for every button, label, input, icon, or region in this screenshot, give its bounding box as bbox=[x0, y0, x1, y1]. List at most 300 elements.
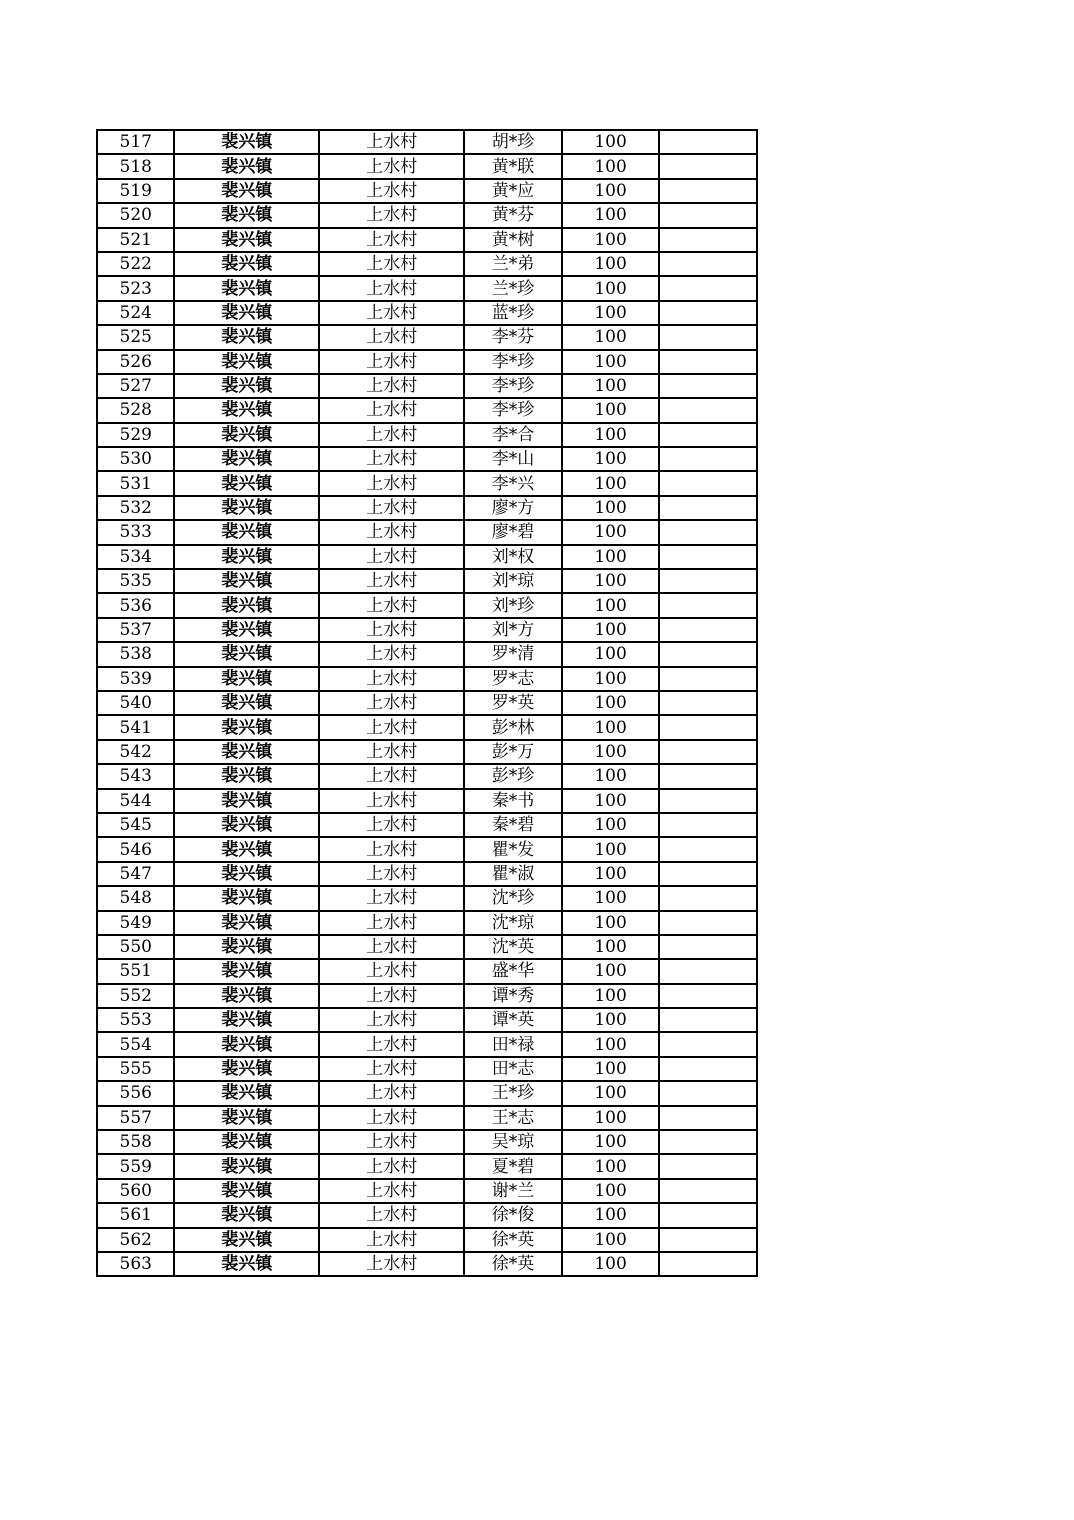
note-cell bbox=[659, 471, 757, 495]
village-cell: 上水村 bbox=[319, 837, 464, 861]
amount-cell: 100 bbox=[562, 228, 660, 252]
town-cell: 裴兴镇 bbox=[174, 1106, 319, 1130]
note-cell bbox=[659, 130, 757, 154]
name-cell: 廖*碧 bbox=[464, 520, 562, 544]
village-cell: 上水村 bbox=[319, 642, 464, 666]
village-cell: 上水村 bbox=[319, 1252, 464, 1276]
row-number: 544 bbox=[97, 789, 174, 813]
town-cell: 裴兴镇 bbox=[174, 1179, 319, 1203]
table-row bbox=[97, 447, 757, 471]
note-cell bbox=[659, 398, 757, 422]
row-number: 561 bbox=[97, 1203, 174, 1227]
note-cell bbox=[659, 1252, 757, 1276]
town-cell: 裴兴镇 bbox=[174, 740, 319, 764]
note-cell bbox=[659, 959, 757, 983]
town-cell: 裴兴镇 bbox=[174, 691, 319, 715]
village-cell: 上水村 bbox=[319, 984, 464, 1008]
table-row bbox=[97, 130, 757, 154]
row-number: 543 bbox=[97, 764, 174, 788]
table-body bbox=[97, 130, 757, 1276]
note-cell bbox=[659, 593, 757, 617]
note-cell bbox=[659, 1154, 757, 1178]
village-cell: 上水村 bbox=[319, 764, 464, 788]
row-number: 520 bbox=[97, 203, 174, 227]
row-number: 534 bbox=[97, 545, 174, 569]
town-cell: 裴兴镇 bbox=[174, 1081, 319, 1105]
table-row bbox=[97, 374, 757, 398]
name-cell: 彭*万 bbox=[464, 740, 562, 764]
table-row bbox=[97, 789, 757, 813]
note-cell bbox=[659, 325, 757, 349]
village-cell: 上水村 bbox=[319, 203, 464, 227]
town-cell: 裴兴镇 bbox=[174, 1057, 319, 1081]
amount-cell: 100 bbox=[562, 862, 660, 886]
note-cell bbox=[659, 496, 757, 520]
row-number: 519 bbox=[97, 179, 174, 203]
village-cell: 上水村 bbox=[319, 715, 464, 739]
name-cell: 刘*权 bbox=[464, 545, 562, 569]
note-cell bbox=[659, 691, 757, 715]
table-row bbox=[97, 1008, 757, 1032]
note-cell bbox=[659, 203, 757, 227]
amount-cell: 100 bbox=[562, 1252, 660, 1276]
table-row bbox=[97, 959, 757, 983]
amount-cell: 100 bbox=[562, 691, 660, 715]
table-row bbox=[97, 325, 757, 349]
town-cell: 裴兴镇 bbox=[174, 520, 319, 544]
village-cell: 上水村 bbox=[319, 350, 464, 374]
village-cell: 上水村 bbox=[319, 276, 464, 300]
row-number: 526 bbox=[97, 350, 174, 374]
row-number: 560 bbox=[97, 1179, 174, 1203]
town-cell: 裴兴镇 bbox=[174, 569, 319, 593]
village-cell: 上水村 bbox=[319, 1179, 464, 1203]
village-cell: 上水村 bbox=[319, 1008, 464, 1032]
name-cell: 罗*志 bbox=[464, 667, 562, 691]
table-row bbox=[97, 398, 757, 422]
village-cell: 上水村 bbox=[319, 1154, 464, 1178]
table-row bbox=[97, 740, 757, 764]
amount-cell: 100 bbox=[562, 1106, 660, 1130]
subsidy-table bbox=[96, 129, 758, 1277]
village-cell: 上水村 bbox=[319, 886, 464, 910]
amount-cell: 100 bbox=[562, 301, 660, 325]
note-cell bbox=[659, 228, 757, 252]
table-row bbox=[97, 423, 757, 447]
note-cell bbox=[659, 350, 757, 374]
village-cell: 上水村 bbox=[319, 593, 464, 617]
town-cell: 裴兴镇 bbox=[174, 423, 319, 447]
town-cell: 裴兴镇 bbox=[174, 837, 319, 861]
note-cell bbox=[659, 740, 757, 764]
town-cell: 裴兴镇 bbox=[174, 618, 319, 642]
village-cell: 上水村 bbox=[319, 1106, 464, 1130]
table-row bbox=[97, 1252, 757, 1276]
note-cell bbox=[659, 813, 757, 837]
name-cell: 蓝*珍 bbox=[464, 301, 562, 325]
town-cell: 裴兴镇 bbox=[174, 764, 319, 788]
row-number: 532 bbox=[97, 496, 174, 520]
note-cell bbox=[659, 1008, 757, 1032]
amount-cell: 100 bbox=[562, 447, 660, 471]
note-cell bbox=[659, 618, 757, 642]
table-row bbox=[97, 1057, 757, 1081]
row-number: 553 bbox=[97, 1008, 174, 1032]
row-number: 523 bbox=[97, 276, 174, 300]
row-number: 555 bbox=[97, 1057, 174, 1081]
note-cell bbox=[659, 1081, 757, 1105]
amount-cell: 100 bbox=[562, 1130, 660, 1154]
amount-cell: 100 bbox=[562, 618, 660, 642]
note-cell bbox=[659, 715, 757, 739]
amount-cell: 100 bbox=[562, 1057, 660, 1081]
table-row bbox=[97, 911, 757, 935]
village-cell: 上水村 bbox=[319, 496, 464, 520]
table-row bbox=[97, 350, 757, 374]
row-number: 559 bbox=[97, 1154, 174, 1178]
table-row bbox=[97, 1203, 757, 1227]
row-number: 533 bbox=[97, 520, 174, 544]
note-cell bbox=[659, 545, 757, 569]
town-cell: 裴兴镇 bbox=[174, 1130, 319, 1154]
name-cell: 瞿*淑 bbox=[464, 862, 562, 886]
table-row bbox=[97, 496, 757, 520]
name-cell: 王*志 bbox=[464, 1106, 562, 1130]
amount-cell: 100 bbox=[562, 764, 660, 788]
amount-cell: 100 bbox=[562, 130, 660, 154]
name-cell: 黄*应 bbox=[464, 179, 562, 203]
town-cell: 裴兴镇 bbox=[174, 862, 319, 886]
row-number: 557 bbox=[97, 1106, 174, 1130]
row-number: 541 bbox=[97, 715, 174, 739]
name-cell: 沈*琼 bbox=[464, 911, 562, 935]
note-cell bbox=[659, 447, 757, 471]
note-cell bbox=[659, 423, 757, 447]
amount-cell: 100 bbox=[562, 1081, 660, 1105]
note-cell bbox=[659, 984, 757, 1008]
name-cell: 徐*俊 bbox=[464, 1203, 562, 1227]
note-cell bbox=[659, 642, 757, 666]
table-row bbox=[97, 301, 757, 325]
name-cell: 黄*树 bbox=[464, 228, 562, 252]
name-cell: 徐*英 bbox=[464, 1228, 562, 1252]
note-cell bbox=[659, 374, 757, 398]
row-number: 529 bbox=[97, 423, 174, 447]
row-number: 548 bbox=[97, 886, 174, 910]
note-cell bbox=[659, 154, 757, 178]
name-cell: 徐*英 bbox=[464, 1252, 562, 1276]
town-cell: 裴兴镇 bbox=[174, 935, 319, 959]
note-cell bbox=[659, 1130, 757, 1154]
note-cell bbox=[659, 1032, 757, 1056]
note-cell bbox=[659, 1179, 757, 1203]
note-cell bbox=[659, 1106, 757, 1130]
village-cell: 上水村 bbox=[319, 154, 464, 178]
town-cell: 裴兴镇 bbox=[174, 350, 319, 374]
village-cell: 上水村 bbox=[319, 959, 464, 983]
amount-cell: 100 bbox=[562, 252, 660, 276]
town-cell: 裴兴镇 bbox=[174, 179, 319, 203]
amount-cell: 100 bbox=[562, 569, 660, 593]
note-cell bbox=[659, 301, 757, 325]
town-cell: 裴兴镇 bbox=[174, 1252, 319, 1276]
table-row bbox=[97, 471, 757, 495]
table-row bbox=[97, 667, 757, 691]
town-cell: 裴兴镇 bbox=[174, 203, 319, 227]
name-cell: 谭*英 bbox=[464, 1008, 562, 1032]
amount-cell: 100 bbox=[562, 1203, 660, 1227]
village-cell: 上水村 bbox=[319, 398, 464, 422]
town-cell: 裴兴镇 bbox=[174, 1228, 319, 1252]
village-cell: 上水村 bbox=[319, 813, 464, 837]
row-number: 525 bbox=[97, 325, 174, 349]
name-cell: 黄*芬 bbox=[464, 203, 562, 227]
note-cell bbox=[659, 520, 757, 544]
village-cell: 上水村 bbox=[319, 1057, 464, 1081]
row-number: 549 bbox=[97, 911, 174, 935]
row-number: 524 bbox=[97, 301, 174, 325]
town-cell: 裴兴镇 bbox=[174, 642, 319, 666]
amount-cell: 100 bbox=[562, 837, 660, 861]
note-cell bbox=[659, 179, 757, 203]
row-number: 551 bbox=[97, 959, 174, 983]
village-cell: 上水村 bbox=[319, 1032, 464, 1056]
village-cell: 上水村 bbox=[319, 618, 464, 642]
amount-cell: 100 bbox=[562, 593, 660, 617]
row-number: 521 bbox=[97, 228, 174, 252]
town-cell: 裴兴镇 bbox=[174, 545, 319, 569]
village-cell: 上水村 bbox=[319, 179, 464, 203]
town-cell: 裴兴镇 bbox=[174, 1032, 319, 1056]
village-cell: 上水村 bbox=[319, 1081, 464, 1105]
note-cell bbox=[659, 276, 757, 300]
town-cell: 裴兴镇 bbox=[174, 374, 319, 398]
name-cell: 田*禄 bbox=[464, 1032, 562, 1056]
town-cell: 裴兴镇 bbox=[174, 447, 319, 471]
town-cell: 裴兴镇 bbox=[174, 1203, 319, 1227]
table-row bbox=[97, 862, 757, 886]
town-cell: 裴兴镇 bbox=[174, 398, 319, 422]
name-cell: 吴*琼 bbox=[464, 1130, 562, 1154]
table-row bbox=[97, 203, 757, 227]
name-cell: 兰*弟 bbox=[464, 252, 562, 276]
row-number: 535 bbox=[97, 569, 174, 593]
village-cell: 上水村 bbox=[319, 423, 464, 447]
town-cell: 裴兴镇 bbox=[174, 496, 319, 520]
town-cell: 裴兴镇 bbox=[174, 715, 319, 739]
amount-cell: 100 bbox=[562, 276, 660, 300]
note-cell bbox=[659, 1203, 757, 1227]
note-cell bbox=[659, 1057, 757, 1081]
name-cell: 罗*英 bbox=[464, 691, 562, 715]
name-cell: 兰*珍 bbox=[464, 276, 562, 300]
row-number: 537 bbox=[97, 618, 174, 642]
town-cell: 裴兴镇 bbox=[174, 984, 319, 1008]
amount-cell: 100 bbox=[562, 1008, 660, 1032]
note-cell bbox=[659, 911, 757, 935]
table-row bbox=[97, 1081, 757, 1105]
table-row bbox=[97, 886, 757, 910]
row-number: 552 bbox=[97, 984, 174, 1008]
row-number: 527 bbox=[97, 374, 174, 398]
row-number: 538 bbox=[97, 642, 174, 666]
row-number: 546 bbox=[97, 837, 174, 861]
table-row bbox=[97, 984, 757, 1008]
note-cell bbox=[659, 569, 757, 593]
table-row bbox=[97, 813, 757, 837]
row-number: 562 bbox=[97, 1228, 174, 1252]
table-row bbox=[97, 545, 757, 569]
name-cell: 廖*方 bbox=[464, 496, 562, 520]
amount-cell: 100 bbox=[562, 667, 660, 691]
row-number: 536 bbox=[97, 593, 174, 617]
row-number: 554 bbox=[97, 1032, 174, 1056]
name-cell: 胡*珍 bbox=[464, 130, 562, 154]
village-cell: 上水村 bbox=[319, 228, 464, 252]
amount-cell: 100 bbox=[562, 1179, 660, 1203]
table-row bbox=[97, 715, 757, 739]
note-cell bbox=[659, 862, 757, 886]
amount-cell: 100 bbox=[562, 1228, 660, 1252]
table-row bbox=[97, 642, 757, 666]
name-cell: 黄*联 bbox=[464, 154, 562, 178]
name-cell: 罗*清 bbox=[464, 642, 562, 666]
name-cell: 秦*书 bbox=[464, 789, 562, 813]
amount-cell: 100 bbox=[562, 984, 660, 1008]
amount-cell: 100 bbox=[562, 350, 660, 374]
village-cell: 上水村 bbox=[319, 520, 464, 544]
table-row bbox=[97, 520, 757, 544]
village-cell: 上水村 bbox=[319, 935, 464, 959]
row-number: 547 bbox=[97, 862, 174, 886]
name-cell: 李*山 bbox=[464, 447, 562, 471]
village-cell: 上水村 bbox=[319, 789, 464, 813]
name-cell: 夏*碧 bbox=[464, 1154, 562, 1178]
village-cell: 上水村 bbox=[319, 862, 464, 886]
village-cell: 上水村 bbox=[319, 471, 464, 495]
name-cell: 刘*珍 bbox=[464, 593, 562, 617]
amount-cell: 100 bbox=[562, 179, 660, 203]
note-cell bbox=[659, 837, 757, 861]
amount-cell: 100 bbox=[562, 911, 660, 935]
table-row bbox=[97, 1106, 757, 1130]
name-cell: 李*珍 bbox=[464, 374, 562, 398]
amount-cell: 100 bbox=[562, 1154, 660, 1178]
amount-cell: 100 bbox=[562, 886, 660, 910]
note-cell bbox=[659, 935, 757, 959]
town-cell: 裴兴镇 bbox=[174, 301, 319, 325]
name-cell: 沈*珍 bbox=[464, 886, 562, 910]
name-cell: 瞿*发 bbox=[464, 837, 562, 861]
amount-cell: 100 bbox=[562, 789, 660, 813]
amount-cell: 100 bbox=[562, 1032, 660, 1056]
name-cell: 彭*珍 bbox=[464, 764, 562, 788]
name-cell: 刘*琼 bbox=[464, 569, 562, 593]
name-cell: 李*芬 bbox=[464, 325, 562, 349]
town-cell: 裴兴镇 bbox=[174, 1154, 319, 1178]
row-number: 531 bbox=[97, 471, 174, 495]
name-cell: 李*珍 bbox=[464, 398, 562, 422]
table-row bbox=[97, 179, 757, 203]
table-row bbox=[97, 569, 757, 593]
table-row bbox=[97, 618, 757, 642]
row-number: 530 bbox=[97, 447, 174, 471]
town-cell: 裴兴镇 bbox=[174, 471, 319, 495]
row-number: 517 bbox=[97, 130, 174, 154]
name-cell: 沈*英 bbox=[464, 935, 562, 959]
town-cell: 裴兴镇 bbox=[174, 886, 319, 910]
town-cell: 裴兴镇 bbox=[174, 154, 319, 178]
amount-cell: 100 bbox=[562, 203, 660, 227]
amount-cell: 100 bbox=[562, 813, 660, 837]
row-number: 518 bbox=[97, 154, 174, 178]
town-cell: 裴兴镇 bbox=[174, 789, 319, 813]
village-cell: 上水村 bbox=[319, 447, 464, 471]
village-cell: 上水村 bbox=[319, 1130, 464, 1154]
table-row bbox=[97, 1032, 757, 1056]
village-cell: 上水村 bbox=[319, 1228, 464, 1252]
town-cell: 裴兴镇 bbox=[174, 667, 319, 691]
village-cell: 上水村 bbox=[319, 545, 464, 569]
amount-cell: 100 bbox=[562, 740, 660, 764]
table-row bbox=[97, 691, 757, 715]
town-cell: 裴兴镇 bbox=[174, 276, 319, 300]
amount-cell: 100 bbox=[562, 374, 660, 398]
village-cell: 上水村 bbox=[319, 667, 464, 691]
amount-cell: 100 bbox=[562, 935, 660, 959]
amount-cell: 100 bbox=[562, 471, 660, 495]
village-cell: 上水村 bbox=[319, 374, 464, 398]
table-row bbox=[97, 1228, 757, 1252]
row-number: 556 bbox=[97, 1081, 174, 1105]
town-cell: 裴兴镇 bbox=[174, 1008, 319, 1032]
row-number: 539 bbox=[97, 667, 174, 691]
table-row bbox=[97, 593, 757, 617]
name-cell: 彭*林 bbox=[464, 715, 562, 739]
note-cell bbox=[659, 667, 757, 691]
table-row bbox=[97, 764, 757, 788]
amount-cell: 100 bbox=[562, 398, 660, 422]
table-row bbox=[97, 228, 757, 252]
village-cell: 上水村 bbox=[319, 301, 464, 325]
row-number: 545 bbox=[97, 813, 174, 837]
table-row bbox=[97, 276, 757, 300]
amount-cell: 100 bbox=[562, 154, 660, 178]
table-row bbox=[97, 837, 757, 861]
name-cell: 李*合 bbox=[464, 423, 562, 447]
note-cell bbox=[659, 1228, 757, 1252]
amount-cell: 100 bbox=[562, 496, 660, 520]
town-cell: 裴兴镇 bbox=[174, 252, 319, 276]
town-cell: 裴兴镇 bbox=[174, 593, 319, 617]
village-cell: 上水村 bbox=[319, 911, 464, 935]
amount-cell: 100 bbox=[562, 959, 660, 983]
amount-cell: 100 bbox=[562, 325, 660, 349]
name-cell: 刘*方 bbox=[464, 618, 562, 642]
table-row bbox=[97, 1130, 757, 1154]
row-number: 522 bbox=[97, 252, 174, 276]
note-cell bbox=[659, 886, 757, 910]
table-row bbox=[97, 252, 757, 276]
amount-cell: 100 bbox=[562, 642, 660, 666]
village-cell: 上水村 bbox=[319, 252, 464, 276]
amount-cell: 100 bbox=[562, 545, 660, 569]
name-cell: 田*志 bbox=[464, 1057, 562, 1081]
amount-cell: 100 bbox=[562, 520, 660, 544]
table-row bbox=[97, 935, 757, 959]
town-cell: 裴兴镇 bbox=[174, 325, 319, 349]
name-cell: 李*兴 bbox=[464, 471, 562, 495]
